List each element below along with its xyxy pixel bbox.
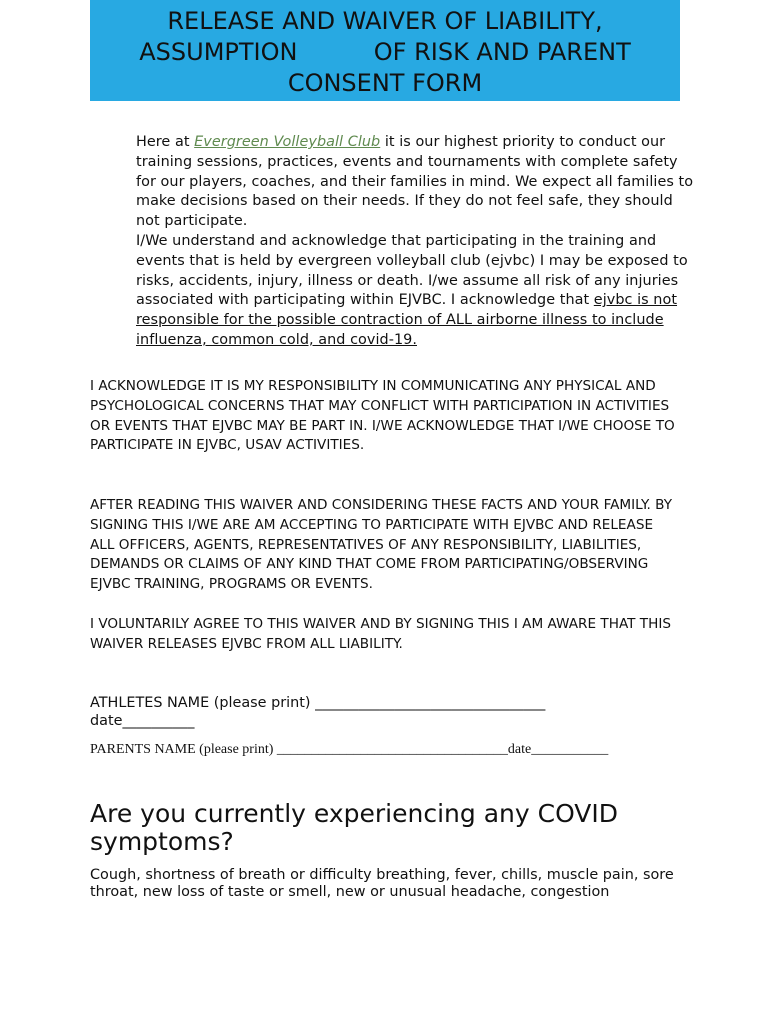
acknowledgement-voluntary: I VOLUNTARILY AGREE TO THIS WAIVER AND BY SIGNING THIS I AM AWARE THAT THIS WAIVER RELEASES EJVBC FROM ALL LIABILITY. xyxy=(90,616,671,652)
athlete-name-field[interactable] xyxy=(90,695,545,730)
athlete-name-label: ATHLETES NAME (please print) ________________________________ xyxy=(90,695,546,711)
acknowledge-text: I/We understand and acknowledge that participating in the training and events that is held by evergreen volleyball club (ejvbc) I may be exposed to risks, accidents, injury, illness or death. I/we assume all risk of any injuries associated with participating within EJVBC. I acknowledge that xyxy=(136,232,688,309)
intro-text-after-link: it is our highest priority to conduct our training sessions, practices, events and tournaments with complete safety for our players, coaches, and their families in mind. We expect all families to make decisions based on their needs. If they do not feel safe, they should not participate. xyxy=(136,134,694,230)
not-responsible-statement: ejvbc is not responsible for the possible contraction of ALL airborne illness to include influenza, common cold, and covid-19. xyxy=(136,292,678,348)
acknowledgement-release: AFTER READING THIS WAIVER AND CONSIDERING THESE FACTS AND YOUR FAMILY. BY SIGNING THIS I/WE ARE AM ACCEPTING TO PARTICIPATE WITH EJVBC AND RELEASE ALL OFFICERS, AGENTS, REPRESENTATIVES OF ANY RESPONSIBILITY, LIABILITIES, DEMANDS OR CLAIMS OF ANY KIND THAT COME FROM PARTICIPATING/OBSERVING EJVBC TRAINING, PROGRAMS OR EVENTS. xyxy=(90,497,673,593)
form-title-line-1: RELEASE AND WAIVER OF LIABILITY, xyxy=(167,7,603,35)
intro-paragraph-acknowledge xyxy=(136,232,696,351)
intro-section xyxy=(136,133,696,351)
form-title-line-3: CONSENT FORM xyxy=(287,69,483,97)
form-title-banner xyxy=(90,0,680,101)
athlete-date-field[interactable]: date__________ xyxy=(90,712,195,729)
club-link[interactable]: Evergreen Volleyball Club xyxy=(194,134,381,150)
covid-question-heading: Are you currently experiencing any COVID symptoms? xyxy=(90,799,619,856)
form-title-line-2: ASSUMPTION OF RISK AND PARENT xyxy=(139,38,631,66)
covid-symptoms-list: Cough, shortness of breath or difficulty breathing, fever, chills, muscle pain, sore throat, new loss of taste or smell, new or unusual headache, congestion xyxy=(90,867,674,900)
parents-name-field[interactable]: PARENTS NAME (please print) _________________________________date___________ xyxy=(90,742,609,757)
intro-paragraph-priority xyxy=(136,133,696,232)
intro-text-before-link: Here at xyxy=(136,134,195,150)
acknowledgement-communication: I ACKNOWLEDGE IT IS MY RESPONSIBILITY IN COMMUNICATING ANY PHYSICAL AND PSYCHOLOGICAL CONCERNS THAT MAY CONFLICT WITH PARTICIPATION IN ACTIVITIES OR EVENTS THAT EJVBC MAY BE PART IN. I/WE ACKNOWLEDGE THAT I/WE CHOOSE TO PARTICIPATE IN EJVBC, USAV ACTIVITIES. xyxy=(90,378,675,454)
